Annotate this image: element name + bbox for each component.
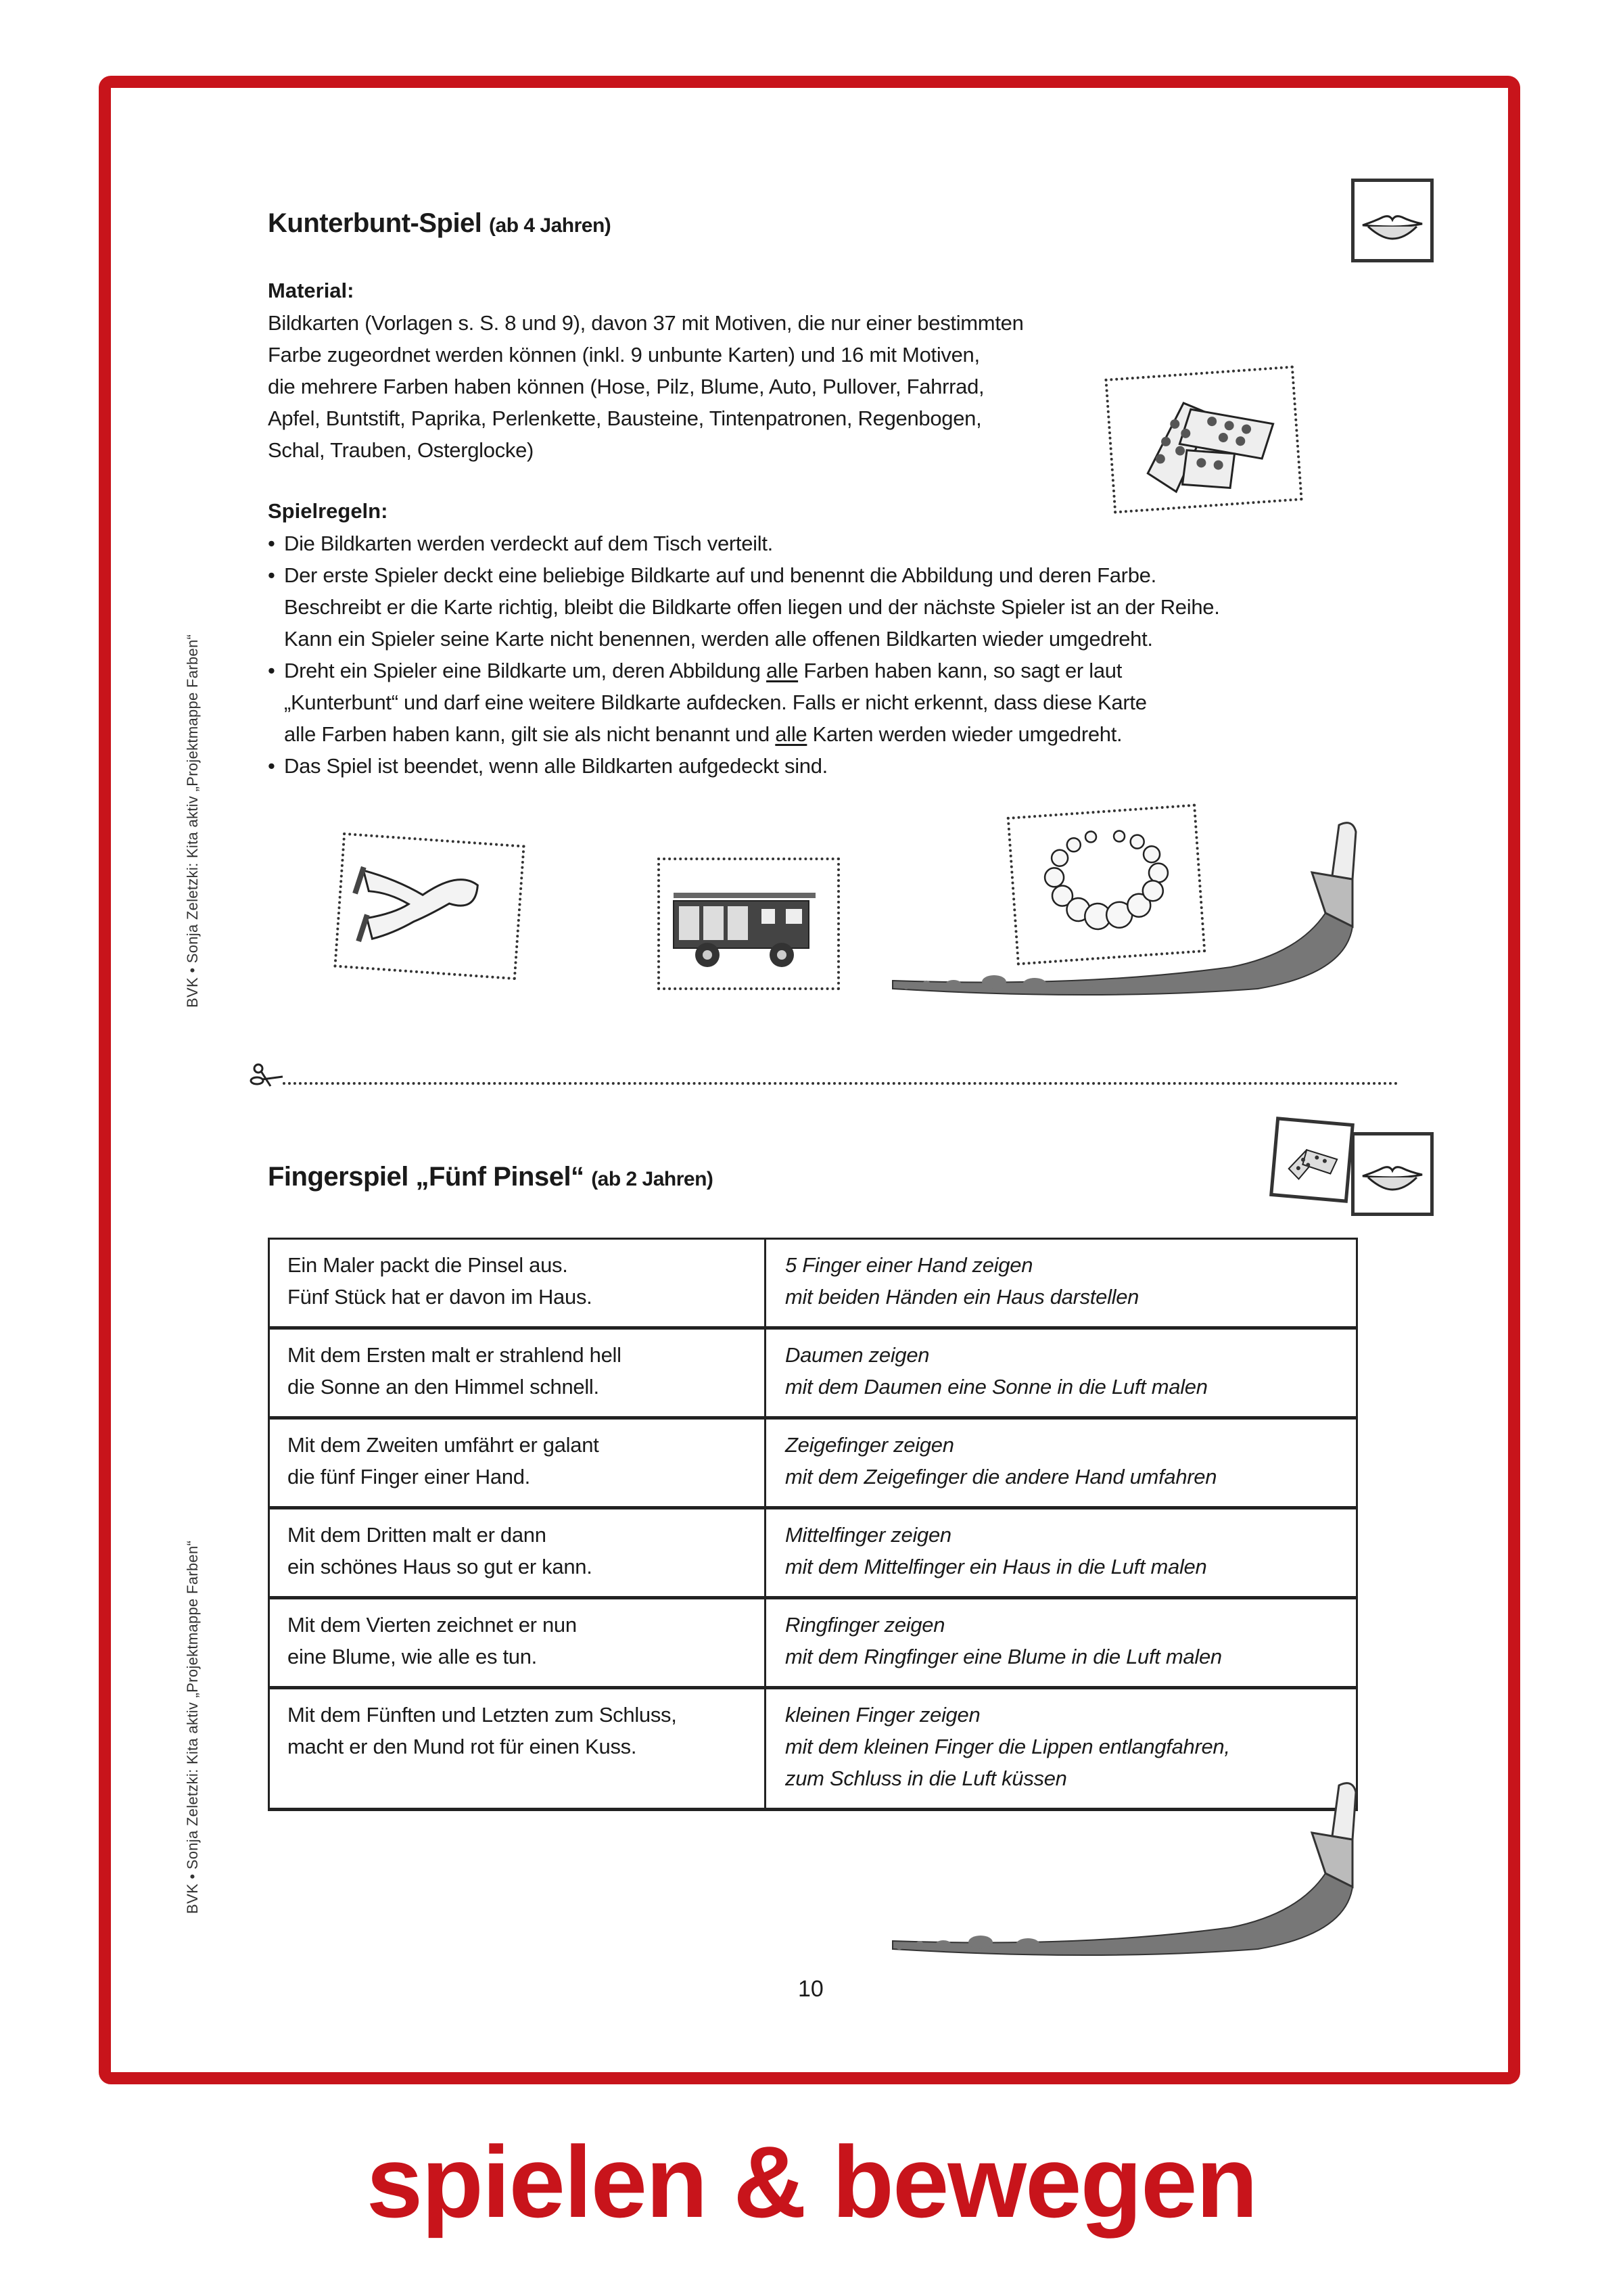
- verse-line: Ein Maler packt die Pinsel aus.: [287, 1253, 568, 1277]
- emphasis-alle: alle: [775, 722, 807, 746]
- paintbrush-icon: [879, 1772, 1407, 1961]
- section1-age: (ab 4 Jahren): [489, 214, 611, 237]
- action-line: kleinen Finger zeigen: [785, 1703, 981, 1727]
- verse-cell: [269, 1508, 766, 1598]
- action-cell: [766, 1598, 1357, 1688]
- rule-line: [284, 655, 1417, 686]
- rule-item: [268, 655, 1417, 750]
- rules-list: [268, 528, 1417, 782]
- lips-icon: [1355, 1135, 1430, 1213]
- section1-title-text: Kunterbunt-Spiel: [268, 208, 482, 238]
- action-cell: [766, 1508, 1357, 1598]
- finger-rhyme-table: [268, 1238, 1358, 1811]
- material-line: Schal, Trauben, Osterglocke): [268, 438, 534, 462]
- fire-truck-card: [657, 858, 840, 990]
- scissors-icon: [248, 1063, 285, 1087]
- action-line: mit dem Mittelfinger ein Haus in die Luft malen: [785, 1555, 1207, 1578]
- lips-icon: [1355, 182, 1430, 259]
- verse-line: Mit dem Zweiten umfährt er galant: [287, 1433, 599, 1457]
- table-row: [269, 1418, 1357, 1508]
- section2-title: [268, 1162, 713, 1192]
- action-line: zum Schluss in die Luft küssen: [785, 1766, 1067, 1790]
- action-line: mit beiden Händen ein Haus darstellen: [785, 1285, 1139, 1309]
- lips-icon-box: [1351, 1132, 1434, 1216]
- lips-icon-box: [1351, 179, 1434, 262]
- rule-line: [284, 718, 1417, 750]
- action-line: mit dem kleinen Finger die Lippen entlangfahren,: [785, 1735, 1230, 1758]
- fire-truck-icon: [660, 860, 837, 987]
- page-number: 10: [798, 1976, 824, 2002]
- verse-cell: [269, 1418, 766, 1508]
- action-line: Zeigefinger zeigen: [785, 1433, 954, 1457]
- verse-cell: [269, 1328, 766, 1418]
- verse-line: eine Blume, wie alle es tun.: [287, 1645, 537, 1668]
- action-line: Mittelfinger zeigen: [785, 1523, 951, 1547]
- verse-cell: [269, 1239, 766, 1328]
- verse-line: Mit dem Dritten malt er dann: [287, 1523, 546, 1547]
- action-line: Daumen zeigen: [785, 1343, 930, 1367]
- rule-item: [268, 750, 1417, 782]
- material-line: die mehrere Farben haben können (Hose, Pilz, Blume, Auto, Pullover, Fahrrad,: [268, 375, 985, 398]
- action-line: 5 Finger einer Hand zeigen: [785, 1253, 1033, 1277]
- rule-line: Das Spiel ist beendet, wenn alle Bildkarten aufgedeckt sind.: [284, 754, 828, 778]
- section2-age: (ab 2 Jahren): [591, 1168, 713, 1190]
- section1-title: [268, 208, 611, 239]
- verse-line: macht er den Mund rot für einen Kuss.: [287, 1735, 637, 1758]
- rule-item: [268, 528, 1417, 559]
- cut-line: [283, 1082, 1398, 1085]
- table-row: [269, 1328, 1357, 1418]
- material-text: [268, 307, 1147, 466]
- verse-line: Mit dem Vierten zeichnet er nun: [287, 1613, 577, 1637]
- rule-line: Die Bildkarten werden verdeckt auf dem Tisch verteilt.: [284, 532, 773, 555]
- rule-line: Kann ein Spieler seine Karte nicht benennen, werden alle offenen Bildkarten wieder umgedreht.: [284, 627, 1153, 651]
- table-row: [269, 1508, 1357, 1598]
- building-blocks-icon-box: [1269, 1117, 1355, 1203]
- action-line: mit dem Daumen eine Sonne in die Luft malen: [785, 1375, 1208, 1399]
- action-cell: [766, 1239, 1357, 1328]
- table-row: [269, 1598, 1357, 1688]
- side-credit-top: BVK • Sonja Zeletzki: Kita aktiv „Projektmappe Farben“: [184, 634, 201, 1008]
- action-line: mit dem Ringfinger eine Blume in die Luft malen: [785, 1645, 1222, 1668]
- action-cell: [766, 1418, 1357, 1508]
- building-blocks-icon: [1273, 1121, 1350, 1200]
- table-row: [269, 1239, 1357, 1328]
- verse-line: die fünf Finger einer Hand.: [287, 1465, 530, 1489]
- rule-text: Karten werden wieder umgedreht.: [807, 722, 1123, 746]
- verse-line: Mit dem Ersten malt er strahlend hell: [287, 1343, 621, 1367]
- material-label: Material:: [268, 279, 354, 302]
- material-line: Bildkarten (Vorlagen s. S. 8 und 9), davon 37 mit Motiven, die nur einer bestimmten: [268, 311, 1024, 335]
- rule-line: „Kunterbunt“ und darf eine weitere Bildkarte aufdecken. Falls er nicht erkennt, dass diese Karte: [284, 690, 1147, 714]
- rule-item: [268, 559, 1417, 655]
- rule-text: Farben haben kann, so sagt er laut: [798, 659, 1123, 682]
- scarf-card: [333, 833, 525, 980]
- verse-cell: [269, 1688, 766, 1810]
- verse-line: ein schönes Haus so gut er kann.: [287, 1555, 592, 1578]
- paintbrush-icon: [879, 812, 1407, 1001]
- action-cell: [766, 1328, 1357, 1418]
- rules-label: Spielregeln:: [268, 499, 388, 523]
- material-line: Farbe zugeordnet werden können (inkl. 9 unbunte Karten) und 16 mit Motiven,: [268, 343, 980, 367]
- rule-text: alle Farben haben kann, gilt sie als nicht benannt und: [284, 722, 776, 746]
- verse-line: die Sonne an den Himmel schnell.: [287, 1375, 599, 1399]
- verse-line: Fünf Stück hat er davon im Haus.: [287, 1285, 592, 1309]
- material-line: Apfel, Buntstift, Paprika, Perlenkette, Bausteine, Tintenpatronen, Regenbogen,: [268, 406, 982, 430]
- action-line: mit dem Zeigefinger die andere Hand umfahren: [785, 1465, 1217, 1489]
- building-blocks-card: [1104, 365, 1302, 513]
- section2-title-text: Fingerspiel „Fünf Pinsel“: [268, 1162, 584, 1192]
- scarf-icon: [337, 835, 523, 977]
- rule-text: Dreht ein Spieler eine Bildkarte um, deren Abbildung: [284, 659, 767, 682]
- rule-line: Beschreibt er die Karte richtig, bleibt die Bildkarte offen liegen und der nächste Spieler ist an der Reihe.: [284, 595, 1220, 619]
- category-banner: spielen & bewegen: [366, 2125, 1257, 2239]
- building-blocks-icon: [1108, 369, 1300, 511]
- verse-line: Mit dem Fünften und Letzten zum Schluss,: [287, 1703, 677, 1727]
- verse-cell: [269, 1598, 766, 1688]
- side-credit-bottom: BVK • Sonja Zeletzki: Kita aktiv „Projektmappe Farben“: [184, 1540, 201, 1914]
- rule-line: • Der erste Spieler deckt eine beliebige Bildkarte auf und benennt die Abbildung und deren Farbe.: [284, 563, 1156, 587]
- emphasis-alle: alle: [766, 659, 799, 682]
- action-line: Ringfinger zeigen: [785, 1613, 945, 1637]
